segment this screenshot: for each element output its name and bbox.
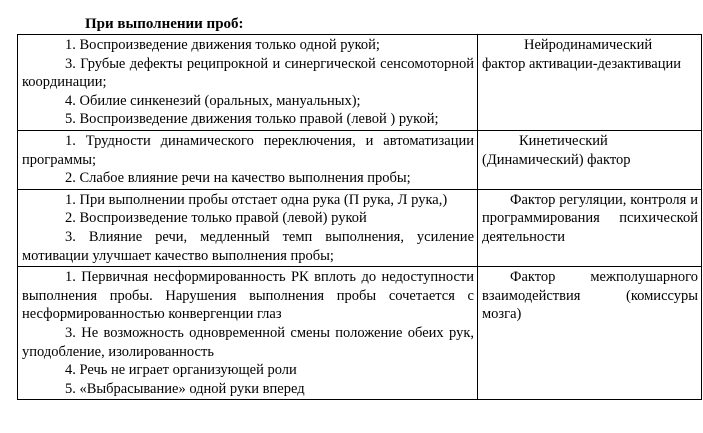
table-row xyxy=(18,189,702,266)
symptom-item: 1. При выполнении пробы отстает одна рука (П рука, Л рука,) xyxy=(65,191,448,208)
symptom-item: 5. «Выбрасывание» одной руки вперед xyxy=(65,380,305,397)
table-row xyxy=(18,267,702,400)
symptom-item: 1. Воспроизведение движения только одной рукой; xyxy=(65,37,380,53)
table-row xyxy=(18,35,702,131)
symptom-factor-table xyxy=(17,34,702,400)
table-row xyxy=(18,130,702,189)
symptoms-cell xyxy=(18,35,478,131)
symptoms-cell xyxy=(18,267,478,400)
symptom-item: 4. Речь не играет организующей роли xyxy=(65,362,297,379)
symptom-item: 3. Не возможность одновременной смены положение обеих рук, уподобление, изолированность xyxy=(22,324,474,360)
factor-cell xyxy=(478,267,702,400)
factor-label: Кинетический (Динамический) фактор xyxy=(482,132,631,168)
symptom-item: 2. Воспроизведение только правой (левой) рукой xyxy=(65,210,367,227)
symptoms-cell xyxy=(18,130,478,189)
symptom-item: 5. Воспроизведение движения только правой (левой ) рукой; xyxy=(65,111,439,128)
symptom-item: 2. Слабое влияние речи на качество выполнения пробы; xyxy=(65,170,411,187)
symptom-item: 1. Трудности динамического переключения, и автоматизации программы; xyxy=(22,132,474,168)
symptom-item: 1. Первичная несформированность РК вплоть до недоступности выполнения пробы. Нарушения выполнения пробы сочетается с несформированностью конвергенции глаз xyxy=(22,269,474,323)
factor-label: Фактор межполушарного взаимодействия (комиссуры мозга) xyxy=(482,269,698,323)
factor-cell xyxy=(478,189,702,266)
factor-label: Нейродинамический фактор активации-дезактивации xyxy=(482,37,682,72)
symptom-item: 4. Обилие синкенезий (оральных, мануальных); xyxy=(65,92,361,109)
symptom-item: 3. Влияние речи, медленный темп выполнения, усиление мотивации улучшает качество выполнения пробы; xyxy=(22,228,474,264)
factor-cell xyxy=(478,130,702,189)
factor-label: Фактор регуляции, контроля и программирования психической деятельности xyxy=(482,191,698,245)
symptoms-cell xyxy=(18,189,478,266)
factor-cell xyxy=(478,35,702,131)
section-heading: При выполнении проб: xyxy=(85,16,244,32)
symptom-item: 3. Грубые дефекты реципрокной и синергической сенсомоторной координации; xyxy=(22,55,474,91)
